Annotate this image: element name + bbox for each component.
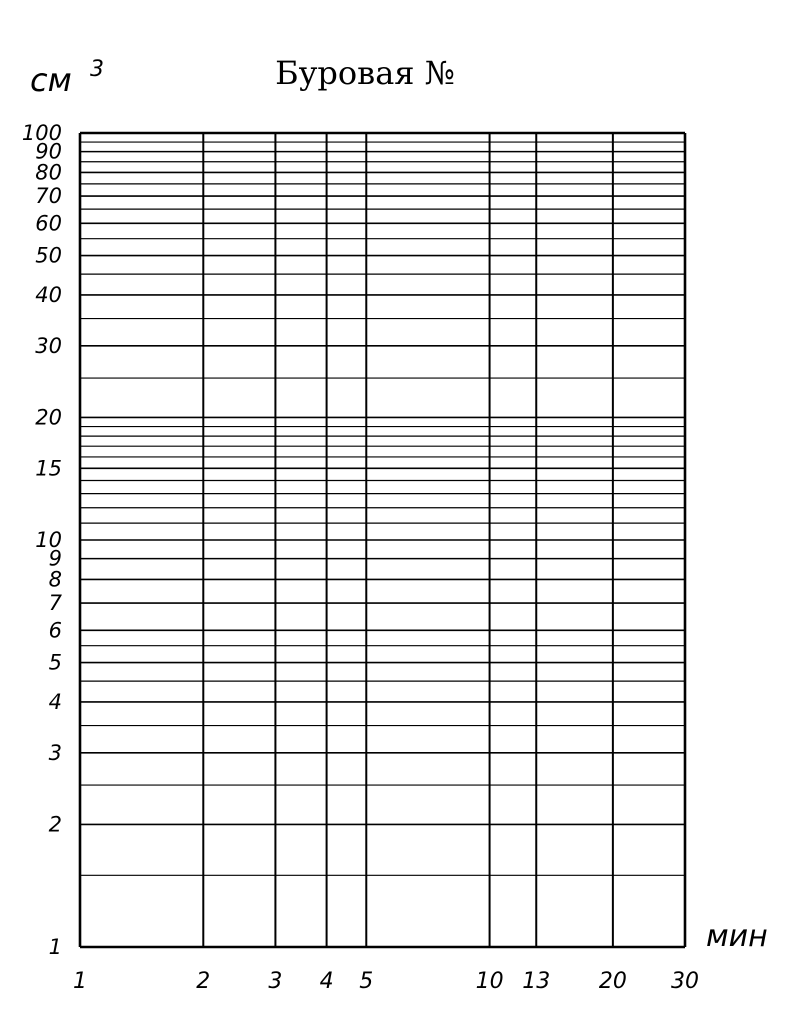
y-tick-label: 3 <box>48 740 62 765</box>
x-tick-label: 10 <box>475 969 504 994</box>
y-axis-label-exponent: 3 <box>90 57 104 82</box>
y-tick-label: 20 <box>35 405 62 430</box>
x-tick-label: 13 <box>522 969 551 994</box>
y-tick-label: 80 <box>35 160 62 185</box>
x-tick-label: 5 <box>359 969 374 994</box>
y-tick-label: 10 <box>35 528 62 552</box>
y-axis-label: см <box>30 61 72 99</box>
y-tick-label: 8 <box>48 567 62 592</box>
y-tick-label: 9 <box>48 546 62 571</box>
x-tick-labels <box>73 969 699 994</box>
y-tick-label: 1 <box>48 935 62 959</box>
y-tick-label: 40 <box>35 282 62 307</box>
y-tick-label: 5 <box>48 650 62 675</box>
y-tick-label: 30 <box>35 333 62 358</box>
chart-title: Буровая № <box>275 54 455 92</box>
y-tick-label: 4 <box>48 689 62 714</box>
y-tick-label: 70 <box>35 184 62 209</box>
x-tick-label: 30 <box>671 969 699 994</box>
y-tick-label: 7 <box>48 591 62 616</box>
y-tick-label: 90 <box>35 139 62 164</box>
x-axis-label: мин <box>706 919 768 954</box>
x-tick-label: 2 <box>196 969 211 994</box>
y-tick-label: 2 <box>48 812 62 837</box>
y-tick-label: 50 <box>35 243 62 268</box>
y-tick-label: 100 <box>21 121 62 145</box>
y-tick-labels <box>22 121 63 959</box>
y-tick-label: 15 <box>35 456 62 481</box>
y-tick-label: 60 <box>35 211 62 236</box>
x-tick-label: 1 <box>73 969 87 994</box>
grid <box>80 133 685 947</box>
x-tick-label: 20 <box>598 969 627 994</box>
y-tick-label: 6 <box>48 618 62 643</box>
x-tick-label: 4 <box>319 969 334 994</box>
x-tick-label: 3 <box>268 969 283 994</box>
